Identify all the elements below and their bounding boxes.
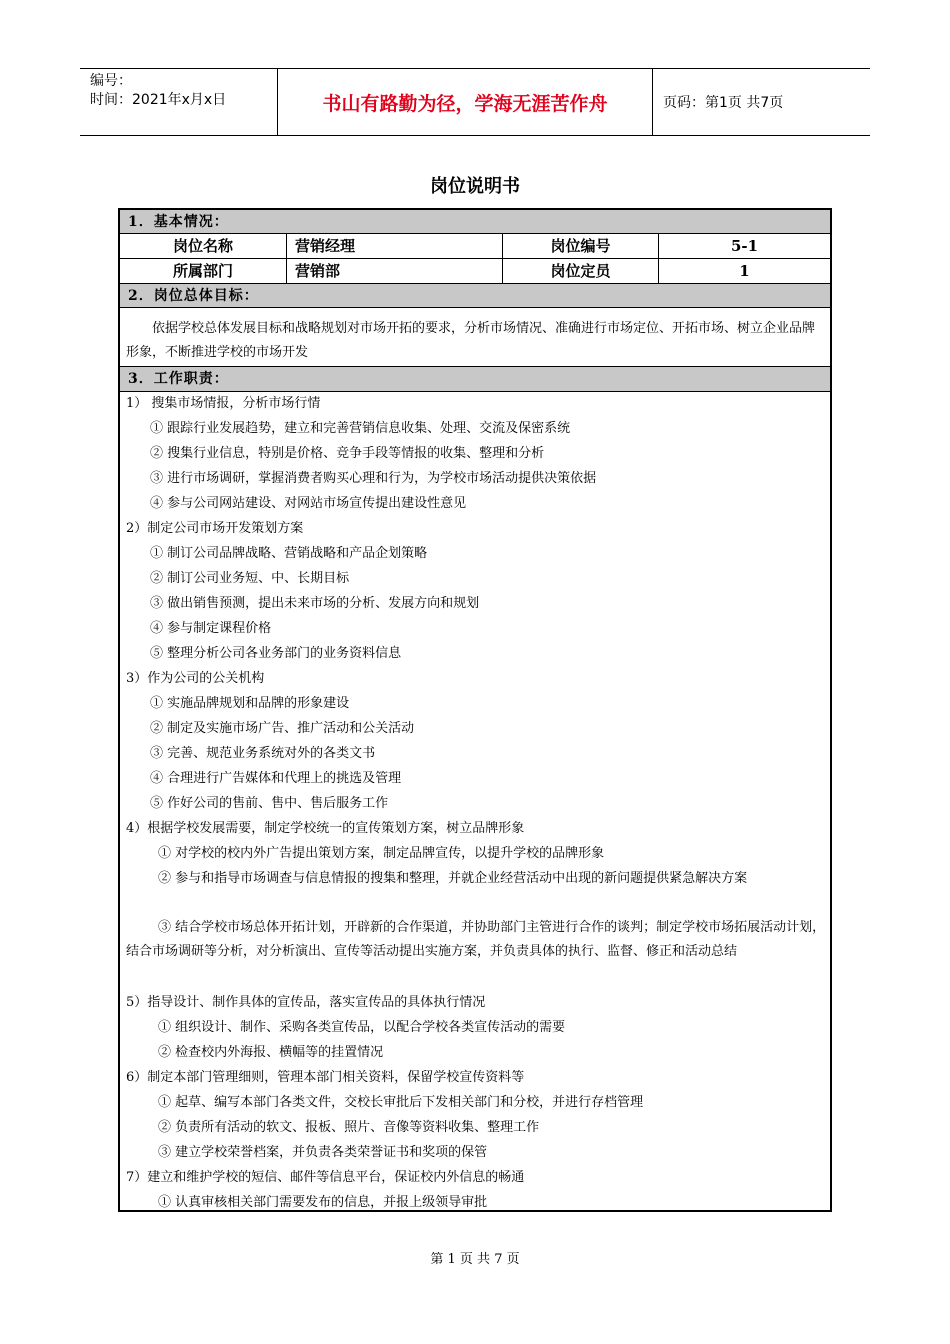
- duty-item: ④ 合理进行广告媒体和代理上的挑选及管理: [150, 771, 402, 786]
- label-department: 所属部门: [120, 259, 287, 283]
- goal-text: 依据学校总体发展目标和战略规划对市场开拓的要求，分析市场情况、准确进行市场定位、开拓市场、树立企业品牌形象，不断推进学校的市场开发: [126, 321, 816, 360]
- duty-heading-3: 3）作为公司的公关机构: [126, 671, 265, 686]
- duty-item: ④ 参与公司网站建设、对网站市场宣传提出建设性意见: [150, 496, 467, 511]
- section-goal-heading: 2．岗位总体目标：: [120, 284, 830, 308]
- value-headcount: 1: [739, 262, 750, 280]
- duty-heading-5: 5）指导设计、制作具体的宣传品，落实宣传品的具体执行情况: [126, 995, 486, 1010]
- duty-heading-1: 1） 搜集市场情报，分析市场行情: [126, 396, 321, 411]
- header-meta: [80, 69, 278, 135]
- duty-item: ② 参与和指导市场调查与信息情报的搜集和整理，并就企业经营活动中出现的新问题提供紧急解决方案: [158, 871, 748, 886]
- duty-heading-4: 4）根据学校发展需要，制定学校统一的宣传策划方案，树立品牌形象: [126, 821, 525, 836]
- value-position-name: 营销经理: [287, 234, 503, 258]
- duty-item: ① 认真审核相关部门需要发布的信息，并报上级领导审批: [158, 1195, 488, 1210]
- date-label: 时间：2021年x月x日: [90, 92, 227, 108]
- duty-item: ③ 完善、规范业务系统对外的各类文书: [150, 746, 376, 761]
- table-row: [120, 234, 830, 259]
- duty-item: ③ 做出销售预测，提出未来市场的分析、发展方向和规划: [150, 596, 480, 611]
- duty-item: ④ 参与制定课程价格: [150, 621, 272, 636]
- duty-item: ③ 建立学校荣誉档案，并负责各类荣誉证书和奖项的保管: [158, 1145, 488, 1160]
- duty-item: ② 负责所有活动的软文、报板、照片、音像等资料收集、整理工作: [158, 1120, 540, 1135]
- duty-item: ② 制订公司业务短、中、长期目标: [150, 571, 350, 586]
- duty-item: ③ 结合学校市场总体开拓计划，开辟新的合作渠道，并协助部门主管进行合作的谈判；制定学校市场拓展活动计划，结合市场调研等分析，对分析演出、宣传等活动提出实施方案，并负责具体的执行、监督、修正和活动总结: [126, 920, 826, 959]
- duty-item: ① 起草、编写本部门各类文件，交校长审批后下发相关部门和分校，并进行存档管理: [158, 1095, 644, 1110]
- duty-heading-7: 7）建立和维护学校的短信、邮件等信息平台，保证校内外信息的畅通: [126, 1170, 525, 1185]
- page-footer: 第 1 页 共 7 页: [430, 1252, 520, 1267]
- duty-item: ① 制订公司品牌战略、营销战略和产品企划策略: [150, 546, 428, 561]
- section-duties-heading: 3．工作职责：: [120, 366, 830, 392]
- duty-item: ① 组织设计、制作、采购各类宣传品，以配合学校各类宣传活动的需要: [158, 1020, 566, 1035]
- duty-item: ② 制定及实施市场广告、推广活动和公关活动: [150, 721, 415, 736]
- duty-item: ⑤ 作好公司的售前、售中、售后服务工作: [150, 796, 389, 811]
- page-title: 岗位说明书: [430, 176, 520, 197]
- duty-heading-6: 6）制定本部门管理细则，管理本部门相关资料，保留学校宣传资料等: [126, 1070, 525, 1085]
- number-label: 编号：: [90, 73, 132, 89]
- value-position-code: 5-1: [730, 237, 759, 255]
- duty-item: ② 检查校内外海报、横幅等的挂置情况: [158, 1045, 384, 1060]
- duty-item: ⑤ 整理分析公司各业务部门的业务资料信息: [150, 646, 402, 661]
- label-position-code: 岗位编号: [503, 234, 659, 258]
- duty-item: ① 对学校的校内外广告提出策划方案，制定品牌宣传，以提升学校的品牌形象: [158, 846, 605, 861]
- header-page-label: 页码：第1页 共7页: [663, 95, 784, 111]
- label-position-name: 岗位名称: [120, 234, 287, 258]
- duty-heading-2: 2）制定公司市场开发策划方案: [126, 521, 304, 536]
- table-row: [120, 259, 830, 284]
- page-header: [80, 68, 870, 136]
- job-description-table: [118, 208, 832, 1212]
- duty-item: ① 跟踪行业发展趋势，建立和完善营销信息收集、处理、交流及保密系统: [150, 421, 571, 436]
- label-headcount: 岗位定员: [503, 259, 659, 283]
- duty-item: ② 搜集行业信息，特别是价格、竞争手段等情报的收集、整理和分析: [150, 446, 545, 461]
- duty-item: ① 实施品牌规划和品牌的形象建设: [150, 696, 350, 711]
- section-basic-info-heading: 1．基本情况：: [120, 210, 830, 234]
- value-department: 营销部: [287, 259, 503, 283]
- header-slogan: 书山有路勤为径，学海无涯苦作舟: [278, 69, 653, 135]
- duty-item: ③ 进行市场调研，掌握消费者购买心理和行为，为学校市场活动提供决策依据: [150, 471, 597, 486]
